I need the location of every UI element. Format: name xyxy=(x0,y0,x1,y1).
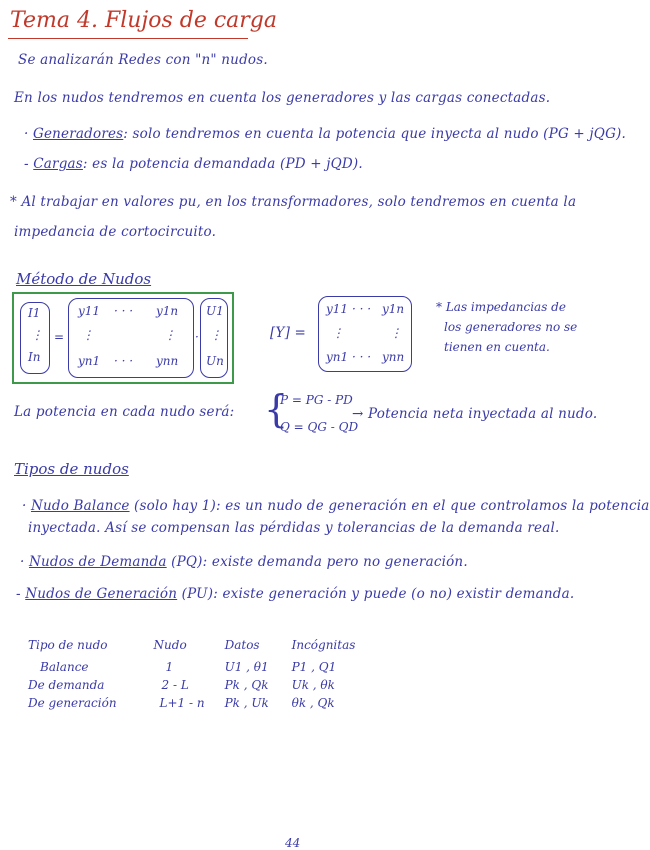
table-cell: De generación xyxy=(28,696,117,710)
u-bot: Un xyxy=(206,354,224,368)
equals-sign: = xyxy=(54,330,65,344)
p-equation: P = PG - PD xyxy=(280,393,353,407)
tipos-heading: Tipos de nudos xyxy=(14,460,129,478)
generadores-text: : solo tendremos en cuenta la potencia que inyecta al nudo (P xyxy=(123,126,558,142)
intro-line-2: En los nudos tendremos en cuenta los generadores y las cargas conectadas. xyxy=(14,90,551,106)
generadores-formula: G + jQG). xyxy=(557,126,627,142)
table-cell: Pk , Qk xyxy=(224,678,269,692)
yn1: yn1 xyxy=(78,354,101,368)
balance-label: Nudo Balance xyxy=(30,498,130,514)
i-top: I1 xyxy=(28,306,41,320)
note-line-2: impedancia de cortocircuito. xyxy=(14,224,217,240)
y-matrix-label: [Y] = xyxy=(270,325,307,341)
y2-hdots-bot: · · · xyxy=(352,350,372,364)
y2-vdots-right: ⋮ xyxy=(390,326,402,340)
demanda-line xyxy=(20,554,468,570)
table-cell: Balance xyxy=(40,660,89,674)
impedance-note-1: * Las impedancias de xyxy=(436,300,566,314)
y1n: y1n xyxy=(156,304,179,318)
cargas-line xyxy=(24,156,363,172)
y-vdots-left: ⋮ xyxy=(82,328,94,342)
table-cell: L+1 - n xyxy=(159,696,205,710)
y-hdots-top: · · · xyxy=(114,304,134,318)
y2-n1: yn1 xyxy=(326,350,349,364)
bullet-icon: · xyxy=(24,126,33,142)
table-header-row xyxy=(18,636,365,654)
y2-vdots-left: ⋮ xyxy=(332,326,344,340)
table-cell: De demanda xyxy=(28,678,105,692)
metodo-heading: Método de Nudos xyxy=(16,270,152,288)
y2-1n: y1n xyxy=(382,302,405,316)
brace-icon: { xyxy=(264,387,289,431)
balance-line xyxy=(22,498,650,514)
note-line-1: * Al trabajar en valores pu, en los transformadores, solo tendremos en cuenta la xyxy=(10,194,577,210)
generadores-line xyxy=(24,126,626,142)
y-hdots-bot: · · · xyxy=(114,354,134,368)
y2-nn: ynn xyxy=(382,350,405,364)
y2-11: y11 xyxy=(326,302,349,316)
dash-icon: - xyxy=(16,586,26,602)
table-header: Nudo xyxy=(153,638,187,652)
y-vdots-right: ⋮ xyxy=(164,328,176,342)
table-cell: P1 , Q1 xyxy=(291,660,337,674)
intro-line-1: Se analizarán Redes con "n" nudos. xyxy=(18,52,268,68)
title-underline xyxy=(8,38,248,39)
table-row xyxy=(18,654,365,676)
u-dots: ⋮ xyxy=(210,328,222,342)
generacion-text: (PU): existe generación y puede (o no) existir demanda. xyxy=(181,586,575,602)
bullet-icon: · xyxy=(20,554,29,570)
multiply-dot: · xyxy=(195,330,199,344)
cargas-label: Cargas xyxy=(33,156,83,172)
table-header: Incógnitas xyxy=(291,638,356,652)
table-cell: Pk , Uk xyxy=(224,696,269,710)
demanda-label: Nudos de Demanda xyxy=(28,554,167,570)
u-top: U1 xyxy=(206,304,224,318)
generadores-label: Generadores xyxy=(32,126,124,142)
impedance-note-2: los generadores no se xyxy=(444,320,578,334)
nudos-table xyxy=(18,636,365,712)
dash-icon: - xyxy=(24,156,34,172)
page-title: Tema 4. Flujos de carga xyxy=(10,8,278,33)
generacion-line xyxy=(16,586,574,602)
i-dots: ⋮ xyxy=(31,328,43,342)
y11: y11 xyxy=(78,304,101,318)
table-header: Datos xyxy=(224,638,260,652)
i-bot: In xyxy=(28,350,41,364)
table-cell: 1 xyxy=(165,660,174,674)
page-number: 44 xyxy=(285,836,301,850)
table-cell: Uk , θk xyxy=(291,678,335,692)
table-cell: U1 , θ1 xyxy=(224,660,269,674)
bullet-icon: · xyxy=(22,498,31,514)
table-row xyxy=(18,694,365,712)
y2-hdots-top: · · · xyxy=(352,302,372,316)
generacion-label: Nudos de Generación xyxy=(25,586,178,602)
potencia-text: La potencia en cada nudo será: xyxy=(14,404,235,420)
balance-line-2: inyectada. Así se compensan las pérdidas y tolerancias de la demanda real. xyxy=(28,520,560,536)
table-cell: θk , Qk xyxy=(291,696,335,710)
matrix-equation-box xyxy=(12,292,234,384)
balance-text: (solo hay 1): es un nudo de generación en el que controlamos la potencia xyxy=(134,498,650,514)
table-cell: 2 - L xyxy=(161,678,189,692)
table-row xyxy=(18,676,365,694)
table-header: Tipo de nudo xyxy=(28,638,108,652)
cargas-text: : es la potencia demandada (PD + jQD). xyxy=(82,156,363,172)
demanda-text: (PQ): existe demanda pero no generación. xyxy=(171,554,468,570)
potencia-neta-text: → Potencia neta inyectada al nudo. xyxy=(352,406,598,422)
ynn: ynn xyxy=(156,354,179,368)
q-equation: Q = QG - QD xyxy=(280,420,359,434)
impedance-note-3: tienen en cuenta. xyxy=(444,340,550,354)
